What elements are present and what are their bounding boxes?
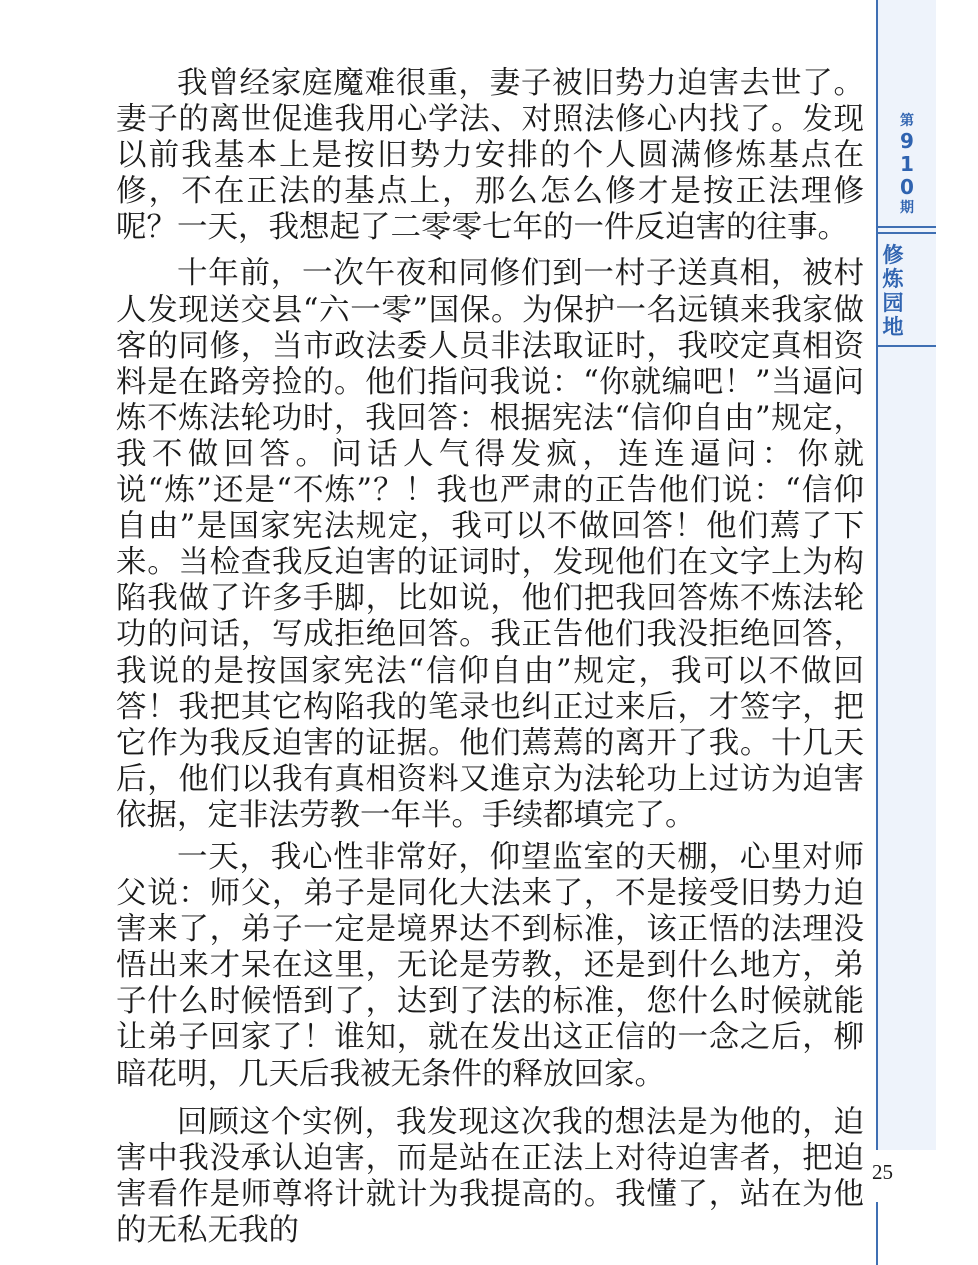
section-title: 修炼园地 (882, 243, 904, 339)
issue-suffix: 期 (900, 200, 914, 216)
paragraph: 我曾经家庭魔难很重，妻子被旧势力迫害去世了。妻子的离世促進我用心学法、对照法修心内找了。发现以前我基本上是按旧势力安排的个人圆满修炼基点在修，不在正法的基点上，那么怎么修才是按正法理修呢？一天，我想起了二零零七年的一件反迫害的往事。 (116, 66, 864, 246)
sidebar-rule (878, 226, 936, 228)
issue-label (878, 112, 936, 217)
paragraph: 十年前，一次午夜和同修们到一村子送真相，被村人发现送交县“六一零”国保。为保护一名远镇来我家做客的同修，当市政法委人员非法取证时，我咬定真相资料是在路旁捡的。他们指问我说：“你就编吧！”当逼问炼不炼法轮功时，我回答：根据宪法“信仰自由”规定，我不做回答。问话人气得发疯，连连逼问：你就说“炼”还是“不炼”？！我也严肃的正告他们说：“信仰自由”是国家宪法规定，我可以不做回答！他们蔫了下来。当检查我反迫害的证词时，发现他们在文字上为构陷我做了许多手脚，比如说，他们把我回答炼不炼法轮功的问话，写成拒绝回答。我正告他们我没拒绝回答，我说的是按国家宪法“信仰自由”规定，我可以不做回答！我把其它构陷我的笔录也纠正过来后，才签字，把它作为我反迫害的证据。他们蔫蔫的离开了我。十几天后，他们以我有真相资料又進京为法轮功上过访为迫害依据，定非法劳教一年半。手续都填完了。 (116, 256, 864, 833)
sidebar-divider-line-lower (876, 1202, 878, 1265)
sidebar-rule (878, 345, 936, 347)
article-body (116, 66, 864, 1249)
sidebar-rule (878, 232, 936, 234)
page-number: 25 (872, 1160, 893, 1184)
paragraph: 一天，我心性非常好，仰望监室的天棚，心里对师父说：师父，弟子是同化大法来了，不是接受旧势力迫害来了，弟子一定是境界达不到标准，该正悟的法理没悟出来才呆在这里，无论是劳教，还是到什么地方，弟子什么时候悟到了，达到了法的标准，您什么时候就能让弟子回家了！谁知，就在发出这正信的一念之后，柳暗花明，几天后我被无条件的释放回家。 (116, 839, 864, 1092)
issue-digit: 1 (900, 152, 914, 176)
issue-digit: 9 (900, 129, 914, 153)
issue-prefix: 第 (900, 113, 914, 129)
issue-digit: 0 (900, 175, 914, 199)
paragraph: 回顾这个实例，我发现这次我的想法是为他的，迫害中我没承认迫害，而是站在正法上对待迫害者，把迫害看作是师尊将计就计为我提高的。我懂了，站在为他的无私无我的 (116, 1104, 864, 1248)
